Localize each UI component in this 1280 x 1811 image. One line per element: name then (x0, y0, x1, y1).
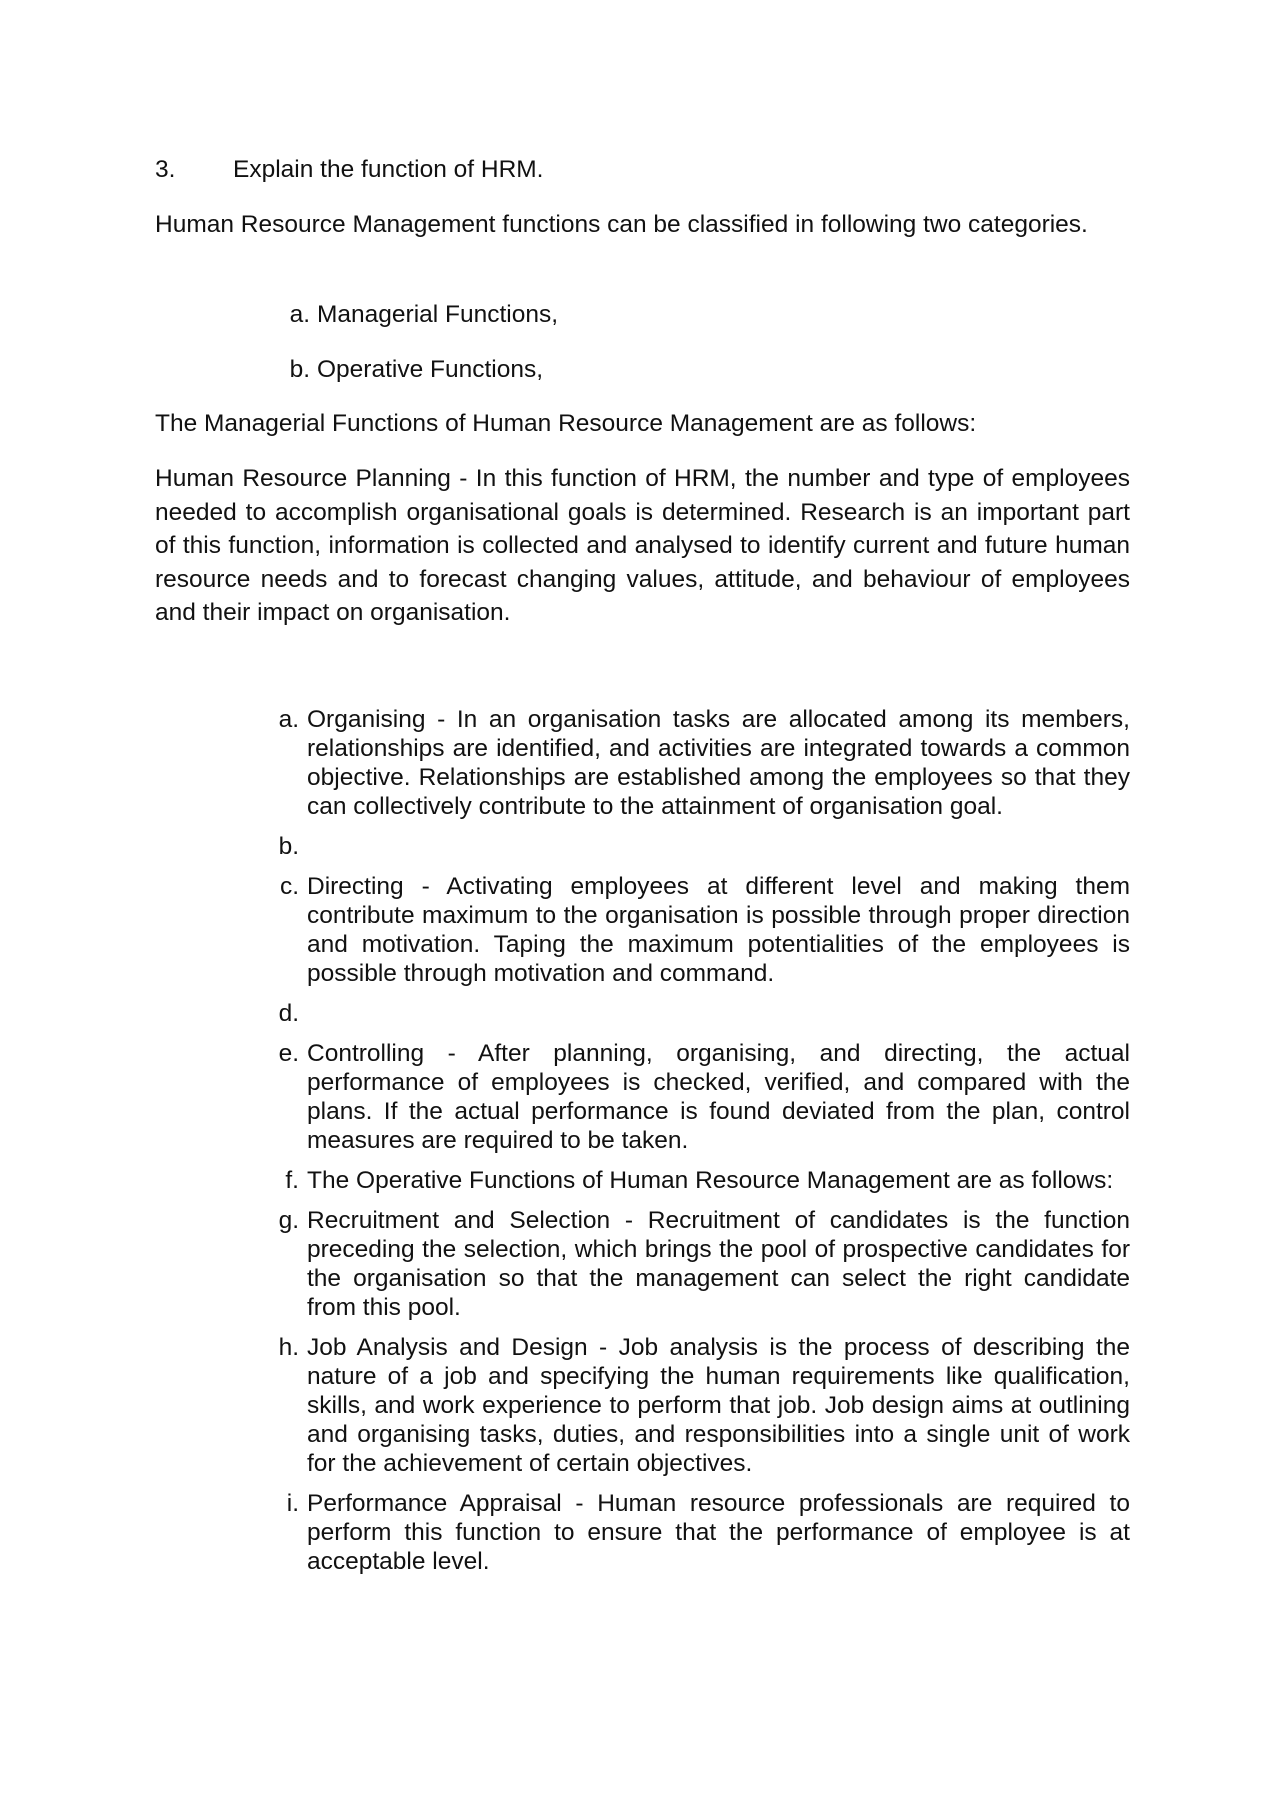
list-item-text: Directing - Activating employees at different level and making them contribute maximum to the organisation is possible through proper direction and motivation. Taping the maximum potentialities of the employees is possible through motivation and command. (307, 873, 1130, 987)
list-item-text: Performance Appraisal - Human resource professionals are required to perform this function to ensure that the performance of employee is at acceptable level. (307, 1490, 1130, 1575)
list-item (270, 298, 558, 353)
list-item-text: Job Analysis and Design - Job analysis is the process of describing the nature of a job and specifying the human requirements like qualification, skills, and work experience to perform that job. Job design aims at outlining and organising tasks, duties, and responsibilities into a single unit of work for the achievement of certain objectives. (307, 1334, 1130, 1477)
list-marker: i. (286, 1490, 299, 1517)
list-item (263, 872, 1130, 988)
intro-paragraph: Human Resource Management functions can be classified in following two categories. (155, 211, 1088, 238)
question-number: 3. (155, 156, 176, 183)
list-item (270, 353, 558, 408)
question-text: Explain the function of HRM. (233, 156, 544, 183)
category-list (270, 298, 558, 408)
list-item (263, 832, 1130, 861)
list-marker: c. (279, 873, 299, 900)
list-item (263, 1489, 1130, 1576)
list-item-text: Managerial Functions, (317, 301, 559, 328)
list-marker: d. (278, 1000, 299, 1027)
list-marker: a. (278, 706, 299, 733)
list-marker: h. (278, 1334, 299, 1361)
managerial-heading: The Managerial Functions of Human Resource Management are as follows: (155, 410, 977, 437)
list-item-text: Controlling - After planning, organising, and directing, the actual performance of employees is checked, verified, and compared with the plans. If the actual performance is found deviated from the plan, control measures are required to be taken. (307, 1040, 1130, 1154)
list-item-text: Operative Functions, (317, 356, 544, 383)
list-item (263, 705, 1130, 821)
list-item (263, 1333, 1130, 1478)
list-item (263, 1166, 1130, 1195)
list-item-text: The Operative Functions of Human Resource Management are as follows: (307, 1167, 1114, 1194)
list-item (263, 1206, 1130, 1322)
list-item (263, 1039, 1130, 1155)
list-marker: f. (285, 1167, 299, 1194)
list-item (263, 999, 1130, 1028)
list-marker: g. (278, 1207, 299, 1234)
list-item-text: Organising - In an organisation tasks are allocated among its members, relationships are identified, and activities are integrated towards a common objective. Relationships are established among the employees so that they can collectively contribute to the attainment of organisation goal. (307, 706, 1130, 820)
list-marker: e. (278, 1040, 299, 1067)
hr-planning-paragraph: Human Resource Planning - In this function of HRM, the number and type of employees needed to accomplish organisational goals is determined. Research is an important part of this function, information is collected and analysed to identify current and future human resource needs and to forecast changing values, attitude, and behaviour of employees and their impact on organisation. (155, 465, 1130, 626)
list-item-text: Recruitment and Selection - Recruitment of candidates is the function preceding the selection, which brings the pool of prospective candidates for the organisation so that the management can select the right candidate from this pool. (307, 1207, 1130, 1321)
list-marker: b. (289, 356, 310, 383)
list-marker: b. (278, 833, 299, 860)
list-marker: a. (289, 301, 310, 328)
question-heading (155, 153, 544, 187)
function-list (263, 705, 1130, 1587)
